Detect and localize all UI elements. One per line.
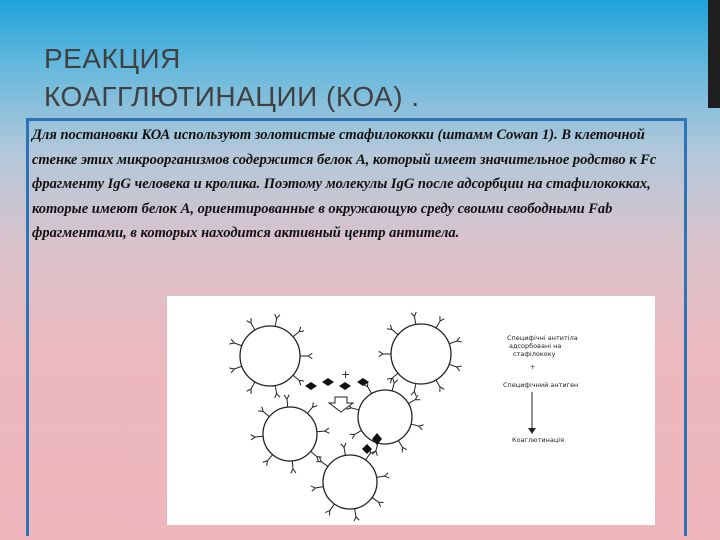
antibody-y-icon [377,473,390,478]
legend-antigen: Специфічний антиген [503,381,579,389]
antibody-y-icon [392,378,398,391]
antibody-y-icon [354,509,359,522]
antibody-y-icon [436,380,444,392]
antibody-y-icon [229,339,241,346]
antibody-y-icon [293,375,304,385]
cell-circle [240,326,300,386]
antibody-y-icon [307,402,317,413]
antibody-y-icon [436,316,444,328]
cell-circle [391,324,451,384]
antibody-y-icon [372,443,378,456]
legend-line-1: Специфічні антитіла [507,334,578,342]
antibody-y-icon [275,386,280,399]
antibody-y-icon [311,486,324,491]
antibody-y-icon [411,384,416,397]
legend-result: Коаглютинація [512,436,564,444]
antibody-y-icon [449,337,461,344]
antibody-y-icon [284,395,289,407]
legend-arrow-icon [528,392,536,434]
antibody-y-icon [341,443,346,456]
antibody-y-icon [247,318,255,330]
staphylococcus-cells [229,312,461,521]
antibody-y-icon [300,353,312,358]
antibody-y-icon [263,455,273,466]
legend-line-3: стафілококу [513,350,556,358]
plus-sign: + [341,368,351,381]
antibody-y-icon [293,327,304,337]
antigen-particles [305,378,382,454]
coagglutination-diagram [167,296,655,525]
antibody-y-icon [258,407,269,417]
legend-panel [503,334,578,444]
antibody-y-icon [325,504,334,516]
antibody-y-icon [229,366,241,373]
antibody-y-icon [316,457,328,466]
antibody-y-icon [251,435,263,440]
title-line-2: КОАГГЛЮТИНАЦИИ (КОА) . [44,81,420,112]
antibody-y-icon [247,382,255,394]
antibody-y-icon [291,461,296,473]
antibody-y-icon [411,424,424,430]
cell-circle [263,407,317,461]
slide-body-text: Для постановки КОА используют золотистые стафилококки (штамм Cowan 1). В клеточной стенке этих микроорганизмов содержится белок А, который имеет значительное родство к Fc фрагменту IgG человека и кролика. Поэтому молекулы IgG после адсорбции на стафилококках, которые имеют белок А, ориентированные в окружающую среду своими свободными Fab фрагментами, в которых находится активный центр антитела. [32,127,657,241]
antibody-y-icon [398,440,406,452]
slide-title [44,40,684,116]
cell-circle [323,455,377,509]
antibody-y-icon [411,312,416,325]
window-edge-bar [708,0,720,108]
antibody-y-icon [275,314,280,327]
antibody-y-icon [317,428,329,433]
antibody-y-icon [449,364,461,371]
antibody-y-icon [372,498,384,507]
down-arrow-icon [329,397,353,412]
title-line-1: РЕАКЦИЯ [44,43,181,74]
legend-line-2: адсорбовані на [509,342,562,350]
cell-circle [358,390,412,444]
antibody-y-icon [408,395,420,403]
legend-plus: + [530,363,536,371]
antibody-y-icon [379,351,391,356]
antibody-y-icon [350,430,362,438]
antibody-y-icon [387,325,398,335]
